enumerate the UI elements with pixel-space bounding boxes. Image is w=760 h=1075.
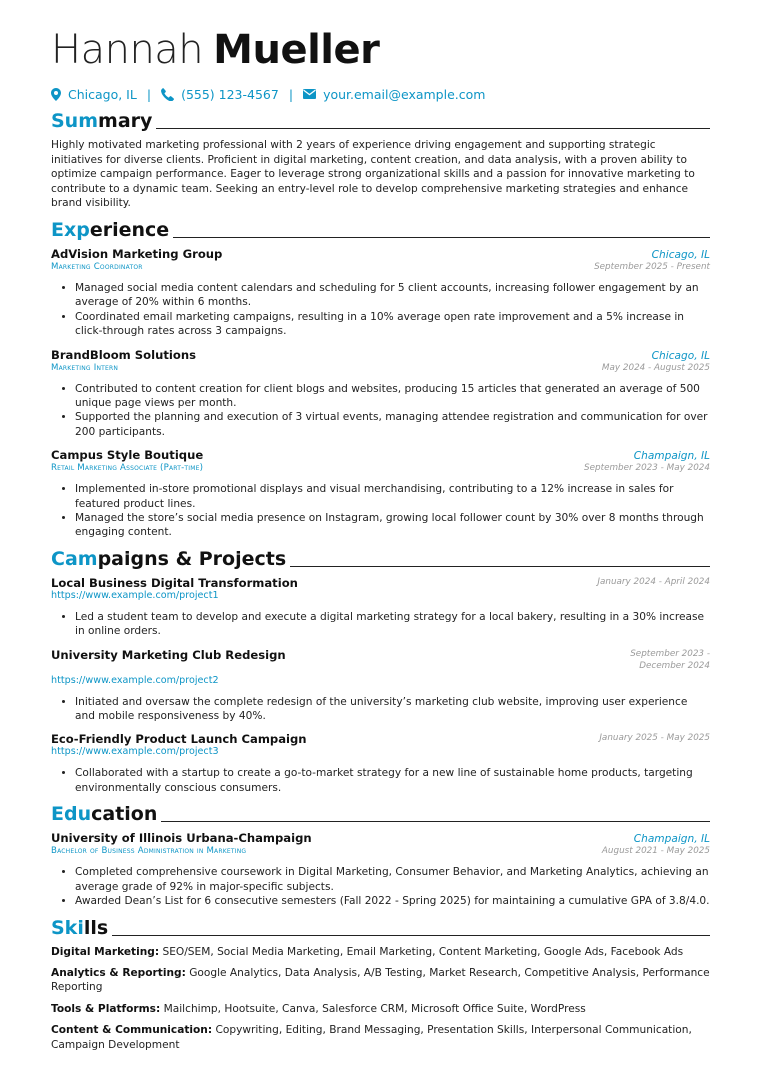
contact-bar bbox=[51, 84, 710, 104]
section-title: Experience bbox=[51, 218, 170, 241]
project-link[interactable]: https://www.example.com/project1 bbox=[51, 589, 219, 601]
project-entry bbox=[51, 732, 710, 795]
skill-value: Mailchimp, Hootsuite, Canva, Salesforce CRM, Microsoft Office Suite, WordPress bbox=[163, 1002, 586, 1015]
phone-icon bbox=[161, 88, 174, 101]
section-rule bbox=[290, 566, 710, 567]
last-name: Mueller bbox=[213, 27, 380, 73]
skill-value: Copywriting, Editing, Brand Messaging, Presentation Skills, Interpersonal Communication, Campaign Development bbox=[51, 1024, 692, 1051]
skill-value: Google Analytics, Data Analysis, A/B Testing, Market Research, Competitive Analysis, Performance Reporting bbox=[51, 966, 710, 994]
experience-entry bbox=[51, 247, 710, 339]
project-entry bbox=[51, 576, 710, 639]
education-heading bbox=[51, 803, 710, 825]
bullet-list bbox=[51, 482, 710, 540]
bullet-list bbox=[51, 865, 710, 908]
section-title: Skills bbox=[51, 916, 109, 939]
bullet-list bbox=[51, 281, 710, 339]
skill-label: Analytics & Reporting: bbox=[51, 966, 186, 979]
bullet-item: • Led a student team to develop and execute a digital marketing strategy for a local bakery, resulting in a 30% increase in online orders. bbox=[75, 610, 710, 639]
job-role: Retail Marketing Associate (Part-time) bbox=[51, 463, 204, 474]
first-name: Hannah bbox=[51, 27, 204, 73]
job-role: Marketing Intern bbox=[51, 362, 119, 373]
summary-text: Highly motivated marketing professional with 2 years of experience driving engagement and supporting strategic initiatives for diverse clients. Proficient in digital marketing, content creation, and data analysis, with a proven ability to optimize campaign performance. Eager to leverage strong organizational skills and a passion for innovative marketing to contribute to a dynamic team. Seeking an entry-level role to develop comprehensive marketing strategies and enhance brand visibility. bbox=[51, 139, 695, 210]
school-name: University of Illinois Urbana-Champaign bbox=[51, 831, 312, 846]
contact-separator: | bbox=[146, 86, 152, 102]
job-dates: September 2025 - Present bbox=[594, 261, 710, 272]
contact-separator: | bbox=[288, 86, 294, 102]
bullet-list bbox=[51, 695, 710, 724]
section-rule bbox=[112, 935, 710, 936]
company-name: BrandBloom Solutions bbox=[51, 347, 196, 362]
job-dates: September 2023 - May 2024 bbox=[584, 463, 710, 474]
email-link: your.email@example.com bbox=[323, 86, 486, 102]
section-title: Education bbox=[51, 803, 158, 826]
project-title: Eco-Friendly Product Launch Campaign bbox=[51, 732, 307, 747]
bullet-list bbox=[51, 610, 710, 639]
section-title: Campaigns & Projects bbox=[51, 547, 287, 570]
bullet-item: • Supported the planning and execution of 3 virtual events, managing attendee registration and communication for over 200 participants. bbox=[75, 410, 710, 439]
skills-list bbox=[51, 945, 710, 1052]
project-dates: January 2025 - May 2025 bbox=[599, 733, 710, 744]
skill-label: Content & Communication: bbox=[51, 1024, 213, 1037]
skills-heading bbox=[51, 917, 710, 939]
envelope-icon bbox=[303, 89, 316, 99]
project-title: University Marketing Club Redesign bbox=[51, 647, 286, 662]
skill-label: Digital Marketing: bbox=[51, 945, 160, 958]
bullet-list bbox=[51, 382, 710, 440]
job-dates: May 2024 - August 2025 bbox=[601, 362, 710, 373]
education-entry bbox=[51, 831, 710, 908]
experience-heading bbox=[51, 219, 710, 241]
skill-row bbox=[51, 1002, 710, 1016]
education-dates: August 2021 - May 2025 bbox=[601, 846, 710, 857]
company-name: Campus Style Boutique bbox=[51, 448, 204, 463]
section-rule bbox=[161, 821, 710, 822]
contact-phone[interactable] bbox=[161, 87, 279, 102]
bullet-item: • Managed social media content calendars and scheduling for 5 client accounts, increasing follower engagement by an average of 20% within 6 months. bbox=[75, 281, 710, 310]
company-name: AdVision Marketing Group bbox=[51, 246, 223, 261]
degree: Bachelor of Business Administration in Marketing bbox=[51, 846, 247, 857]
project-title: Local Business Digital Transformation bbox=[51, 575, 298, 590]
skill-row bbox=[51, 1023, 710, 1052]
contact-email[interactable] bbox=[303, 87, 485, 102]
job-location: Chicago, IL bbox=[651, 248, 710, 261]
bullet-item: • Awarded Dean’s List for 6 consecutive semesters (Fall 2022 - Spring 2025) for maintaining a cumulative GPA of 3.8/4.0. bbox=[75, 894, 710, 908]
job-location: Champaign, IL bbox=[633, 450, 710, 463]
job-role: Marketing Coordinator bbox=[51, 261, 143, 272]
project-dates: January 2024 - April 2024 bbox=[597, 576, 710, 587]
project-link[interactable]: https://www.example.com/project3 bbox=[51, 746, 219, 758]
contact-location bbox=[51, 87, 137, 102]
campaigns-heading bbox=[51, 548, 710, 570]
bullet-item: • Managed the store’s social media presence on Instagram, growing local follower count by 30% over 8 months through engaging content. bbox=[75, 511, 710, 540]
bullet-item: • Collaborated with a startup to create a go-to-market strategy for a new line of sustainable home products, targeting environmentally conscious consumers. bbox=[75, 766, 710, 795]
section-title: Summary bbox=[51, 110, 153, 132]
project-link[interactable]: https://www.example.com/project2 bbox=[51, 674, 219, 686]
section-rule bbox=[156, 128, 710, 129]
skill-label: Tools & Platforms: bbox=[51, 1002, 161, 1015]
bullet-item: • Implemented in-store promotional displays and visual merchandising, contributing to a 12% increase in sales for featured product lines. bbox=[75, 482, 710, 511]
project-dates: September 2023 - December 2024 bbox=[630, 648, 710, 672]
phone-text: (555) 123-4567 bbox=[181, 86, 279, 102]
skill-value: SEO/SEM, Social Media Marketing, Email Marketing, Content Marketing, Google Ads, Facebook Ads bbox=[162, 945, 684, 958]
school-location: Champaign, IL bbox=[633, 833, 710, 846]
experience-entry bbox=[51, 348, 710, 440]
bullet-item: • Coordinated email marketing campaigns, resulting in a 10% average open rate improvement and a 5% increase in click-through rates across 3 campaigns. bbox=[75, 310, 710, 339]
bullet-list bbox=[51, 766, 710, 795]
bullet-item: • Completed comprehensive coursework in Digital Marketing, Consumer Behavior, and Marketing Analytics, achieving an average grade of 92% in major-specific subjects. bbox=[75, 865, 710, 894]
section-rule bbox=[173, 237, 710, 238]
project-entry bbox=[51, 648, 710, 724]
skill-row bbox=[51, 945, 710, 959]
job-location: Chicago, IL bbox=[651, 349, 710, 362]
map-marker-icon bbox=[51, 88, 61, 101]
bullet-item: • Contributed to content creation for client blogs and websites, producing 15 articles that generated an average of 500 unique page views per month. bbox=[75, 382, 710, 411]
experience-entry bbox=[51, 448, 710, 540]
bullet-item: • Initiated and oversaw the complete redesign of the university’s marketing club website, improving user experience and mobile responsiveness by 40%. bbox=[75, 695, 710, 724]
summary-heading bbox=[51, 110, 710, 132]
location-text: Chicago, IL bbox=[68, 86, 137, 102]
candidate-name bbox=[51, 26, 710, 74]
skill-row bbox=[51, 966, 710, 995]
